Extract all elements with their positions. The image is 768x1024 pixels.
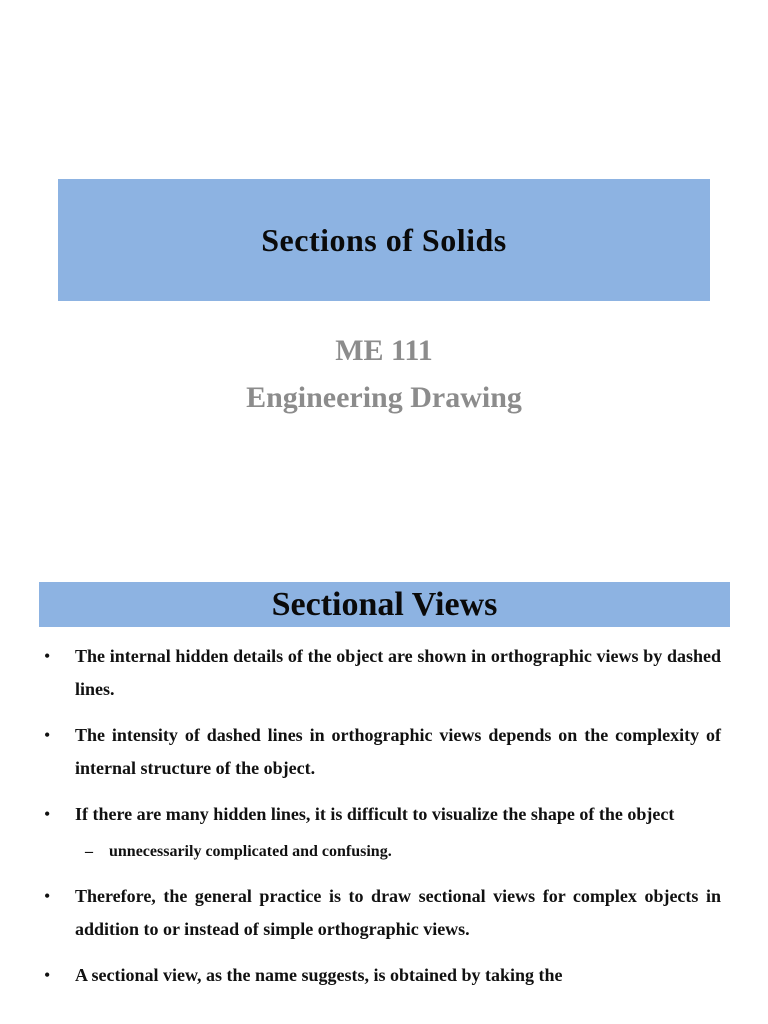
sub-list-item — [40, 838, 721, 866]
bullet-marker: • — [44, 646, 51, 666]
list-item — [40, 798, 721, 831]
slide2-title: Sectional Views — [271, 585, 498, 623]
bullet-marker: • — [44, 804, 51, 824]
dash-marker: – — [85, 843, 93, 860]
course-code: ME 111 — [335, 334, 433, 367]
slide1-title: Sections of Solids — [261, 221, 507, 258]
slide2-title-banner — [39, 582, 730, 627]
bullet-marker: • — [44, 886, 51, 906]
list-item — [40, 880, 721, 946]
bullet-text: The internal hidden details of the object are shown in orthographic views by dashed lines. — [75, 646, 721, 699]
list-item — [40, 640, 721, 706]
bullet-marker: • — [44, 725, 51, 745]
bullet-marker: • — [44, 965, 51, 985]
bullet-text: If there are many hidden lines, it is difficult to visualize the shape of the object — [75, 804, 675, 824]
bullet-text: A sectional view, as the name suggests, is obtained by taking the — [75, 965, 563, 985]
bullet-text: Therefore, the general practice is to draw sectional views for complex objects in addition to or instead of simple orthographic views. — [75, 886, 721, 939]
bullet-text: The intensity of dashed lines in orthographic views depends on the complexity of internal structure of the object. — [75, 725, 721, 778]
bullet-list — [40, 640, 721, 1005]
sub-bullet-text: unnecessarily complicated and confusing. — [109, 843, 392, 860]
slide1-title-banner — [58, 179, 710, 301]
list-item — [40, 959, 721, 992]
list-item — [40, 719, 721, 785]
course-name: Engineering Drawing — [246, 381, 522, 414]
